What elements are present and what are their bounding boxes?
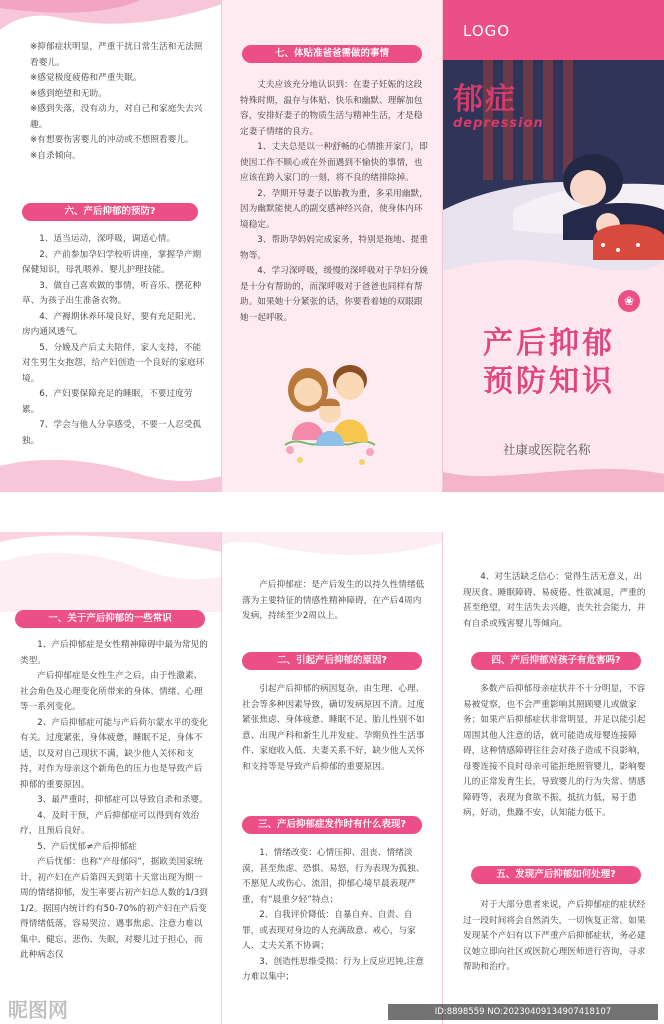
list-item: 7、学会与他人分享感受，不要一人忍受孤独。	[22, 420, 202, 446]
list-item: 3、做自己喜欢做的事情，听音乐、摆花种草、为孩子出生准备衣物。	[22, 280, 202, 306]
cover-wave-decoration	[443, 252, 664, 292]
poster-subtitle: depression	[453, 116, 544, 131]
symptom-item: ※抑郁症状明显，严重干扰日常生活和无法照看婴儿。	[30, 42, 203, 68]
symptom-item: ※感到失落，没有动力，对自己和家庭失去兴趣。	[30, 104, 203, 130]
section-heading-impact: 四、产后抑郁对孩子有危害吗?	[471, 652, 641, 670]
watermark-site: 昵图网	[8, 998, 68, 1022]
panel-causes-symptoms	[222, 532, 443, 1024]
symptom-item: ※感觉极度疲倦和严重失眠。	[30, 73, 142, 83]
list-item: 3、创造性思维受损：行为上反应迟钝,注意力难以集中；	[242, 956, 425, 982]
organization-name: 社康或医院名称	[503, 442, 591, 457]
symptom-item: ※感到绝望和无助。	[30, 88, 107, 99]
paragraph: 1、产后抑郁症是女性精神障碍中最为常见的类型。	[20, 640, 208, 666]
impact-text	[463, 682, 649, 822]
paragraph: 4、及时干预，产后抑郁症可以得到有效治疗，且预后良好。	[20, 810, 200, 836]
cover-emblem-icon: ❀	[618, 290, 640, 312]
list-item: 4、学习深呼吸，缓慢的深呼吸对于孕妇分娩是十分有帮助的，而深呼吸对于爸爸也同样有帮助。如果她十分紧张的话，你要看着她的双眼跟她一起呼吸。	[240, 266, 428, 323]
watermark-id: ID:8898559 NO:20230409134907418107	[388, 1004, 658, 1020]
cover-bottom-wave	[443, 452, 664, 492]
paragraph: 产后抑郁症：是产后发生的以持久性情绪低落为主要特征的情感性精神障碍，在产后4周内发病，持续至少2周以上。	[242, 580, 425, 621]
paragraph: 5、产后忧郁≠产后抑郁症	[37, 841, 137, 852]
list-item: 2、产前参加孕妇学校听讲座，掌握孕产期保健知识，母乳喂养、婴儿护理技能。	[22, 249, 202, 275]
cover-illustration	[443, 60, 664, 270]
top-wave-decoration	[0, 0, 222, 40]
paragraph: 3、最严重时，抑郁症可以导致自杀和杀婴。	[37, 795, 208, 805]
list-item: 6、产妇要保障充足的睡眠，不要过度劳累。	[22, 389, 193, 415]
family-illustration	[270, 350, 390, 470]
paragraph: 多数产后抑郁母亲症状并不十分明显，不容易被觉察，也不会严重影响其照顾婴儿或做家务；如果产后抑郁症状非常明显，并足以能引起周围其他人注意的话，就可能造成母婴连接障碍，这种情感障碍往往会对孩子造成不良影响，母婴连接不良时母亲可能拒绝照管婴儿，影响婴儿的正常发育生长，导致婴儿的行为失常、情感障碍等，表现为食欲不振，抵抗力低，易于患病，好动，焦躁不安，认知能力低下。	[463, 684, 646, 818]
section-heading-causes: 二、引起产后抑郁的原因?	[242, 652, 422, 670]
panel-common-knowledge	[0, 532, 222, 1024]
paragraph: 引起产后抑郁的病因复杂，由生理、心理、社会等多种因素导致，确切发病原因不清。过度紧张焦虑、身体疲惫、睡眠不足、胎儿性别不如意、出现产科和新生儿并发症、孕期负性生活事件、家庭收入低、夫妻关系不好，缺少他人关怀和支持等是导致产后抑郁的重要原因。	[242, 684, 425, 772]
cover-title-line2: 预防知识	[483, 364, 615, 399]
knowledge-text	[20, 638, 208, 964]
panel-prevention	[0, 0, 222, 492]
poster-title: 郁症	[453, 82, 517, 117]
paragraph: 产后抑郁症是女性生产之后，由于性激素、社会角色及心理变化所带来的身体、情绪、心理等一系列变化。	[20, 671, 203, 712]
section-heading-prevention: 六、产后抑郁的预防?	[22, 203, 198, 221]
section-heading-treatment: 五、发现产后抑郁如何处理?	[471, 866, 641, 884]
panel-cover	[443, 0, 664, 492]
symptom-list	[30, 40, 206, 164]
husband-tips-text	[240, 78, 428, 326]
confidence-text	[463, 570, 649, 632]
list-item: 2、孕期开导妻子以胎教为重，多采用幽默，因为幽默能使人的副交感神经兴奋，使身体内环境稳定。	[240, 188, 428, 230]
symptoms-text	[242, 846, 428, 986]
list-item: 1、丈夫总是以一种舒畅的心情推开家门，即使因工作不顺心或在外面遇到不愉快的事情，也应该在跨入家门的一刻，将不良的绪排除掉。	[240, 142, 428, 183]
paragraph: 产后忧郁：也称“产母郁闷”，据欧美国家统计，初产妇在产后第四天到第十天常出现为期一周的情绪抑郁，发生率要占初产妇总人数的1/3到1/2。据国内统计约有50-70%的初产妇在产后变得情绪低落，容易哭泣、遇事焦虑、注意力难以集中、健忘、悲伤、失眠，对婴儿过于担心，而此种病态仅	[20, 857, 209, 960]
list-item: 1、情绪改变：心情压抑、沮丧、情绪淡漠，甚至焦虑、恐惧、易怒，行为表现为孤独、不愿见人或伤心、流泪，抑郁心境早晨表现严重，有“晨重夕轻”特点；	[242, 848, 425, 905]
prevention-list	[22, 232, 206, 449]
panel-husband-tips	[222, 0, 443, 492]
list-item: 3、帮助孕妈妈完成家务，特别是拖地、提重物等。	[240, 235, 428, 261]
symptom-item: ※自杀倾向。	[30, 150, 81, 161]
list-item: 1、适当运动，深呼吸，调适心情。	[39, 234, 176, 244]
section-heading-symptoms: 三、产后抑郁症发作时有什么表现?	[242, 816, 422, 834]
paragraph: 对于大部分患者来说，产后抑郁症的症状经过一段时间将会自然消失，一切恢复正常。如果发现某个产妇有以下严重产后抑郁症状，务必建议她立即向社区或医院心理医师进行咨询，寻求帮助和治疗。	[463, 900, 646, 972]
paragraph: 2、产后抑郁症可能与产后荷尔蒙水平的变化有关。过度紧张，身体疲惫，睡眠不足，身体不适，以及对自己现状不满，缺少他人关怀和支持，对作为母亲这个新角色的压力也是导致产后抑郁的重要原因。	[20, 717, 208, 790]
bottom-wave-decoration	[0, 452, 222, 492]
treatment-text	[463, 898, 649, 976]
causes-text	[242, 682, 428, 775]
paragraph: 4、对生活缺乏信心：觉得生活无意义，出现厌食、睡眠障碍、易疲倦、性欲减退，严重的甚至绝望，对生活失去兴趣，丧失社会能力，并有自杀或残害婴儿等倾向。	[463, 572, 646, 629]
definition-text	[242, 578, 428, 625]
section-heading-husband: 七、体贴准爸爸需做的事情	[242, 45, 422, 63]
paragraph: 丈夫应该充分地认识到：在妻子妊娠的这段特殊时期，温存与体贴、快乐和幽默、理解加包容，安排好妻子的物质生活与精神生活，才是稳定妻子情绪的良方。	[240, 80, 423, 137]
top-wave-decoration	[0, 532, 222, 612]
list-item: 5、分娩及产后丈夫陪伴，家人支持，不能对生男生女抱怨，给产妇创造一个良好的家庭环境。	[22, 342, 205, 384]
symptom-item: ※有想要伤害婴儿的冲动或不想照看婴儿。	[30, 135, 194, 145]
section-heading-knowledge: 一、关于产后抑郁的一些常识	[15, 610, 205, 628]
panel-impact-treatment	[443, 532, 664, 1024]
brochure-inner-side	[0, 532, 664, 1024]
brochure-outer-side	[0, 0, 664, 492]
cover-title-line1: 产后抑郁	[483, 326, 615, 361]
list-item: 4、产褥期休养环境良好，要有充足阳光、房内通风透气。	[22, 311, 202, 337]
list-item: 2、自我评价降低：自暴自弃、自责、自罪，或表现对身边的人充满敌意、戒心，与家人、丈夫关系不协调；	[242, 910, 416, 951]
logo: LOGO	[463, 22, 511, 40]
